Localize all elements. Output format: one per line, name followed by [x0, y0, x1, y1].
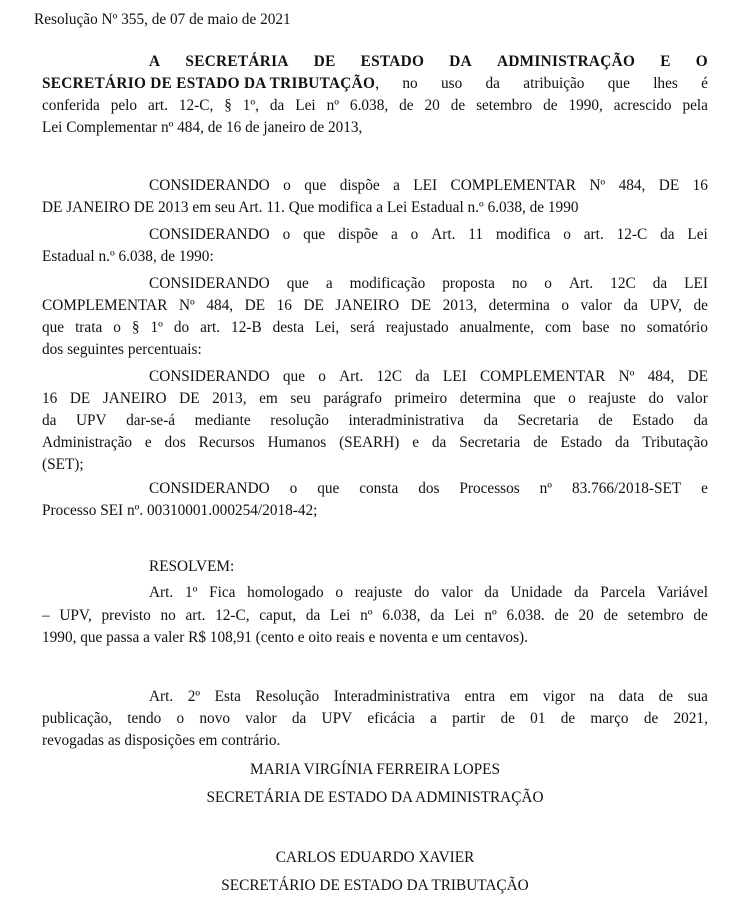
signature-1-title: SECRETÁRIA DE ESTADO DA ADMINISTRAÇÃO [206, 789, 544, 806]
considerando-3-line-3: que trata o § 1º do art. 12-B desta Lei, será reajustado anualmente, com base no somatório [42, 319, 708, 336]
considerando-4-line-2: 16 DE JANEIRO DE 2013, em seu parágrafo primeiro determina que o reajuste do valor [42, 390, 708, 407]
art1-line-2: – UPV, previsto no art. 12-C, caput, da Lei nº 6.038, da Lei nº 6.038. de 20 de setembro de [42, 607, 708, 624]
considerando-4-line-3: da UPV dar-se-á mediante resolução interadministrativa da Secretaria de Estado da [42, 412, 708, 429]
resolvem-heading: RESOLVEM: [149, 558, 235, 575]
considerando-4-line-1: CONSIDERANDO que o Art. 12C da LEI COMPLEMENTAR Nº 484, DE [149, 368, 708, 385]
preamble-line-1: A SECRETÁRIA DE ESTADO DA ADMINISTRAÇÃO E O [149, 53, 708, 70]
art1-line-3: 1990, que passa a valer R$ 108,91 (cento e oito reais e noventa e um centavos). [42, 629, 528, 646]
considerando-4-line-4: Administração e dos Recursos Humanos (SEARH) e da Secretaria de Estado da Tributação [42, 434, 708, 451]
preamble-secretary-title: SECRETÁRIO DE ESTADO DA TRIBUTAÇÃO [42, 75, 376, 92]
considerando-5-line-1: CONSIDERANDO o que consta dos Processos nº 83.766/2018-SET e [149, 480, 708, 497]
art2-line-2: publicação, tendo o novo valor da UPV eficácia a partir de 01 de março de 2021, [42, 710, 708, 727]
signature-2-name: CARLOS EDUARDO XAVIER [275, 849, 475, 866]
art2-line-3: revogadas as disposições em contrário. [42, 732, 281, 749]
considerando-3-line-1: CONSIDERANDO que a modificação proposta no o Art. 12C da LEI [149, 275, 708, 292]
considerando-1-line-2: DE JANEIRO DE 2013 em seu Art. 11. Que modifica a Lei Estadual n.º 6.038, de 1990 [42, 199, 579, 216]
resolution-title: Resolução Nº 355, de 07 de maio de 2021 [34, 11, 291, 28]
preamble-line-3: conferida pelo art. 12-C, § 1º, da Lei nº 6.038, de 20 de setembro de 1990, acrescido pela [42, 97, 708, 114]
art1-line-1: Art. 1º Fica homologado o reajuste do valor da Unidade da Parcela Variável [149, 584, 708, 601]
considerando-4-line-5: (SET); [42, 456, 84, 473]
preamble-line-4: Lei Complementar nº 484, de 16 de janeiro de 2013, [42, 119, 363, 136]
art2-line-1: Art. 2º Esta Resolução Interadministrativa entra em vigor na data de sua [149, 688, 708, 705]
preamble-line-2 [42, 73, 708, 95]
considerando-2-line-1: CONSIDERANDO o que dispõe a o Art. 11 modifica o art. 12-C da Lei [149, 226, 708, 243]
considerando-3-line-2: COMPLEMENTAR Nº 484, DE 16 DE JANEIRO DE 2013, determina o valor da UPV, de [42, 297, 708, 314]
preamble-line-2-rest: , no uso da atribuição que lhes é [375, 75, 708, 92]
signature-2-title: SECRETÁRIO DE ESTADO DA TRIBUTAÇÃO [221, 877, 529, 894]
considerando-2-line-2: Estadual n.º 6.038, de 1990: [42, 248, 214, 265]
considerando-3-line-4: dos seguintes percentuais: [42, 341, 202, 358]
considerando-5-line-2: Processo SEI nº. 00310001.000254/2018-42; [42, 502, 318, 519]
signature-1-name: MARIA VIRGÍNIA FERREIRA LOPES [249, 761, 501, 778]
considerando-1-line-1: CONSIDERANDO o que dispõe a LEI COMPLEMENTAR Nº 484, DE 16 [149, 177, 708, 194]
